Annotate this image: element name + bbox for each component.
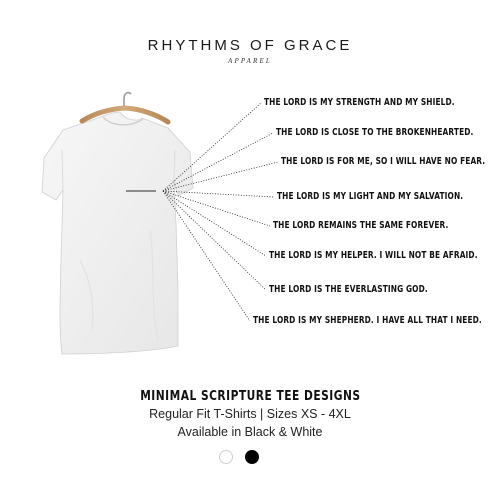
quote-line: THE LORD IS THE EVERLASTING GOD. <box>269 284 428 295</box>
quote-line: THE LORD IS MY LIGHT AND MY SALVATION. <box>277 191 464 202</box>
footer-title: MINIMAL SCRIPTURE TEE DESIGNS <box>139 389 361 404</box>
footer-line-fit: Regular Fit T-Shirts | Sizes XS - 4XL <box>149 407 351 421</box>
leader-line <box>163 191 266 256</box>
quote-line: THE LORD IS FOR ME, SO I WILL HAVE NO FEAR. <box>281 156 486 167</box>
tshirt-icon <box>42 112 193 354</box>
quote-line: THE LORD REMAINS THE SAME FOREVER. <box>273 220 449 231</box>
white-swatch[interactable] <box>219 450 233 464</box>
brand-name: RHYTHMS OF GRACE <box>147 37 353 54</box>
footer-line-colors: Available in Black & White <box>177 425 323 439</box>
quote-line: THE LORD IS CLOSE TO THE BROKENHEARTED. <box>276 127 474 138</box>
brand-subtitle: APPAREL <box>227 57 273 65</box>
chest-print <box>126 190 156 192</box>
quote-line: THE LORD IS MY HELPER. I WILL NOT BE AFRAID. <box>269 250 478 261</box>
leader-line <box>163 191 266 290</box>
black-swatch[interactable] <box>245 450 259 464</box>
leader-lines <box>163 103 278 321</box>
quote-line: THE LORD IS MY SHEPHERD. I HAVE ALL THAT I NEED. <box>253 315 482 326</box>
quote-line: THE LORD IS MY STRENGTH AND MY SHIELD. <box>264 97 455 108</box>
